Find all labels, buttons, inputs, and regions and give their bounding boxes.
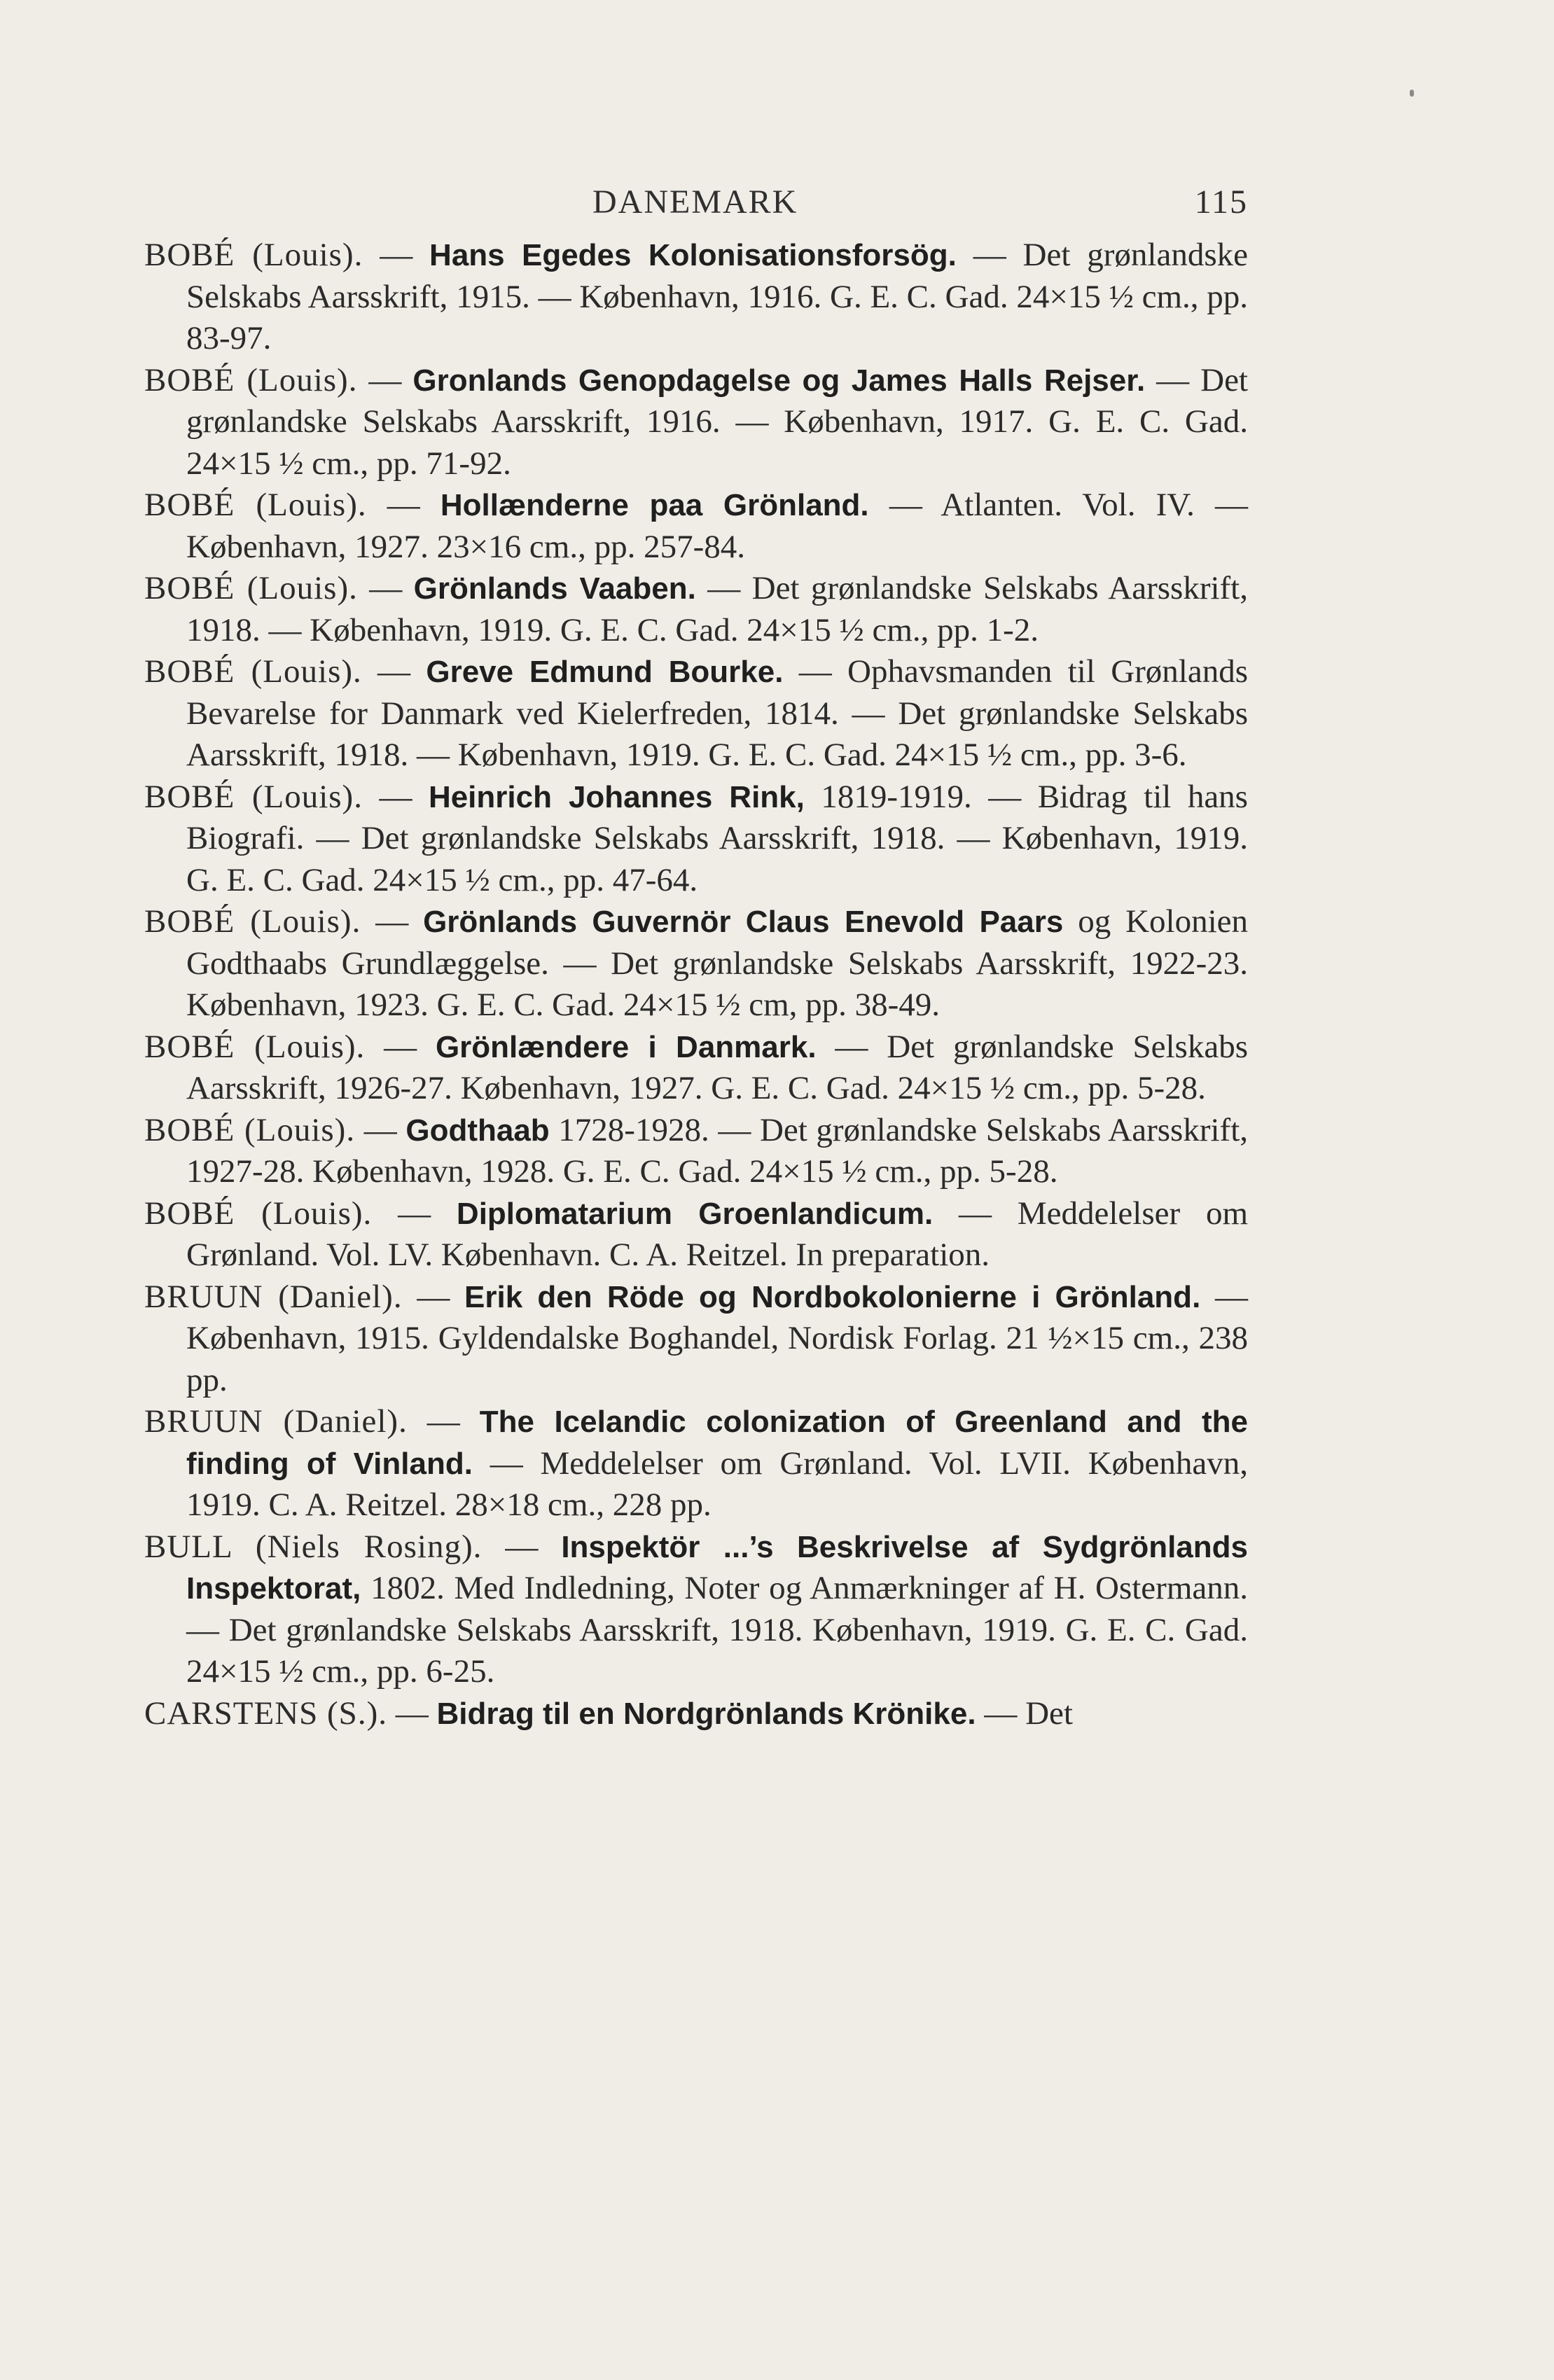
print-speck (1410, 90, 1414, 97)
entry-author: BOBÉ (Louis). (144, 1111, 356, 1148)
entry-author: BOBÉ (Louis). (144, 570, 358, 606)
bibliography-entry (144, 1110, 1248, 1193)
entry-author: BOBÉ (Louis). (144, 903, 361, 940)
bibliography-entry (144, 235, 1248, 360)
entry-separator: — (482, 1528, 562, 1565)
bibliography-entry (144, 1526, 1248, 1693)
entry-author: BRUUN (Daniel). (144, 1403, 408, 1440)
bibliography-entry (144, 1027, 1248, 1110)
entry-separator: — (357, 361, 413, 398)
entry-author: BOBÉ (Louis). (144, 653, 362, 690)
entry-title: Heinrich Johannes Rink, (428, 779, 805, 814)
book-page (144, 179, 1248, 1734)
bibliography-entry (144, 485, 1248, 568)
bibliography-entry (144, 1693, 1248, 1735)
entry-details: — København, 1915. Gyldendalske Boghandel, Nordisk Forlag. 21 ½×15 cm., 238 pp. (186, 1278, 1249, 1398)
entry-title: Grönlændere i Danmark. (435, 1029, 817, 1064)
bibliography-entry (144, 1193, 1248, 1276)
entry-details: — Meddelelser om Grønland. Vol. LV. København. C. A. Reitzel. In preparation. (186, 1195, 1248, 1273)
entry-title: Erik den Röde og Nordbokolonierne i Grönland. (464, 1279, 1201, 1314)
entry-separator: — (387, 1694, 437, 1732)
entry-title: Hollænderne paa Grönland. (440, 488, 869, 522)
running-title: DANEMARK (592, 183, 798, 221)
entry-details: — Meddelelser om Grønland. Vol. LVII. København, 1919. C. A. Reitzel. 28×18 cm., 228 pp. (186, 1445, 1248, 1523)
entry-title: Gronlands Genopdagelse og James Halls Rejser. (412, 363, 1146, 398)
entry-separator: — (361, 903, 424, 940)
entry-title: Godthaab (405, 1113, 550, 1148)
entry-details: — Det grønlandske Selskabs Aarsskrift, 1926-27. København, 1927. G. E. C. Gad. 24×15 ½ cm., pp. 5-28. (186, 1028, 1248, 1106)
bibliography-entry (144, 360, 1248, 485)
entry-details: 1802. Med Indledning, Noter og Anmærkninger af H. Ostermann. — Det grønlandske Selskabs Aarsskrift, 1918. København, 1919. G. E. C. Gad. 24×15 ½ cm., pp. 6-25. (186, 1570, 1248, 1690)
entry-details: — Det grønlandske Selskabs Aarsskrift, 1915. — København, 1916. G. E. C. Gad. 24×15 ½ cm., pp. 83-97. (186, 237, 1249, 356)
entry-separator: — (402, 1278, 465, 1315)
entry-author: BRUUN (Daniel). (144, 1278, 403, 1315)
entry-separator: — (365, 1028, 436, 1065)
entry-separator: — (372, 1195, 457, 1232)
entry-separator: — (363, 237, 430, 273)
entry-details: — Det grønlandske Selskabs Aarsskrift, 1916. — København, 1917. G. E. C. Gad. 24×15 ½ cm., pp. 71-92. (186, 361, 1248, 482)
entry-author: BOBÉ (Louis). (144, 1028, 366, 1065)
bibliography-entry (144, 651, 1248, 777)
entry-author: BOBÉ (Louis). (144, 237, 363, 273)
bibliography-entry (144, 1401, 1248, 1526)
entry-title: Bidrag til en Nordgrönlands Krönike. (436, 1696, 976, 1731)
entry-separator: — (355, 1111, 406, 1148)
entry-title: Diplomatarium Groenlandicum. (456, 1196, 934, 1231)
bibliography-entry (144, 777, 1248, 902)
entry-details: — Ophavsmanden til Grønlands Bevarelse for Danmark ved Kielerfreden, 1814. — Det grønlandske Selskabs Aarsskrift, 1918. — København, 1919. G. E. C. Gad. 24×15 ½ cm., pp. 3-6. (186, 653, 1248, 773)
page-number: 115 (1194, 183, 1248, 221)
entry-separator: — (357, 570, 414, 606)
entry-separator: — (366, 487, 440, 523)
bibliography-entry (144, 568, 1248, 651)
entry-title: Hans Egedes Kolonisationsforsög. (429, 238, 957, 272)
entry-title: Grönlands Vaaben. (413, 571, 696, 606)
entry-title: The Icelandic colonization of Greenland and the finding of Vinland. (186, 1405, 1249, 1481)
running-head (144, 179, 1248, 235)
entry-title: Grönlands Guvernör Claus Enevold Paars (423, 905, 1064, 939)
entry-author: CARSTENS (S.). (144, 1694, 387, 1732)
entry-author: BOBÉ (Louis). (144, 778, 363, 815)
entry-author: BOBÉ (Louis). (144, 1195, 373, 1232)
entry-details: — Det grønlandske Selskabs Aarsskrift, 1918. — København, 1919. G. E. C. Gad. 24×15 ½ cm., pp. 1-2. (186, 570, 1248, 648)
bibliography-entry (144, 901, 1248, 1027)
entry-details: og Kolonien Godthaabs Grundlæggelse. — Det grønlandske Selskabs Aarsskrift, 1922-23. København, 1923. G. E. C. Gad. 24×15 ½ cm, pp. 38-49. (186, 903, 1248, 1023)
entry-author: BOBÉ (Louis). (144, 487, 367, 523)
entry-author: BULL (Niels Rosing). (144, 1528, 483, 1565)
bibliography-list (144, 235, 1248, 1734)
entry-details: 1728-1928. — Det grønlandske Selskabs Aarsskrift, 1927-28. København, 1928. G. E. C. Gad. 24×15 ½ cm., pp. 5-28. (186, 1111, 1248, 1190)
entry-details: — Det (976, 1694, 1073, 1732)
entry-separator: — (362, 778, 429, 815)
entry-title: Greve Edmund Bourke. (426, 655, 784, 689)
entry-title: Inspektör ...’s Beskrivelse af Sydgrönlands Inspektorat, (186, 1529, 1248, 1606)
entry-details: — Atlanten. Vol. IV. — København, 1927. 23×16 cm., pp. 257-84. (186, 487, 1249, 565)
entry-details: 1819-1919. — Bidrag til hans Biografi. — Det grønlandske Selskabs Aarsskrift, 1918. — København, 1919. G. E. C. Gad. 24×15 ½ cm., pp. 47-64. (186, 778, 1248, 898)
entry-separator: — (407, 1403, 480, 1440)
entry-author: BOBÉ (Louis). (144, 361, 358, 398)
bibliography-entry (144, 1276, 1248, 1402)
entry-separator: — (361, 653, 426, 690)
